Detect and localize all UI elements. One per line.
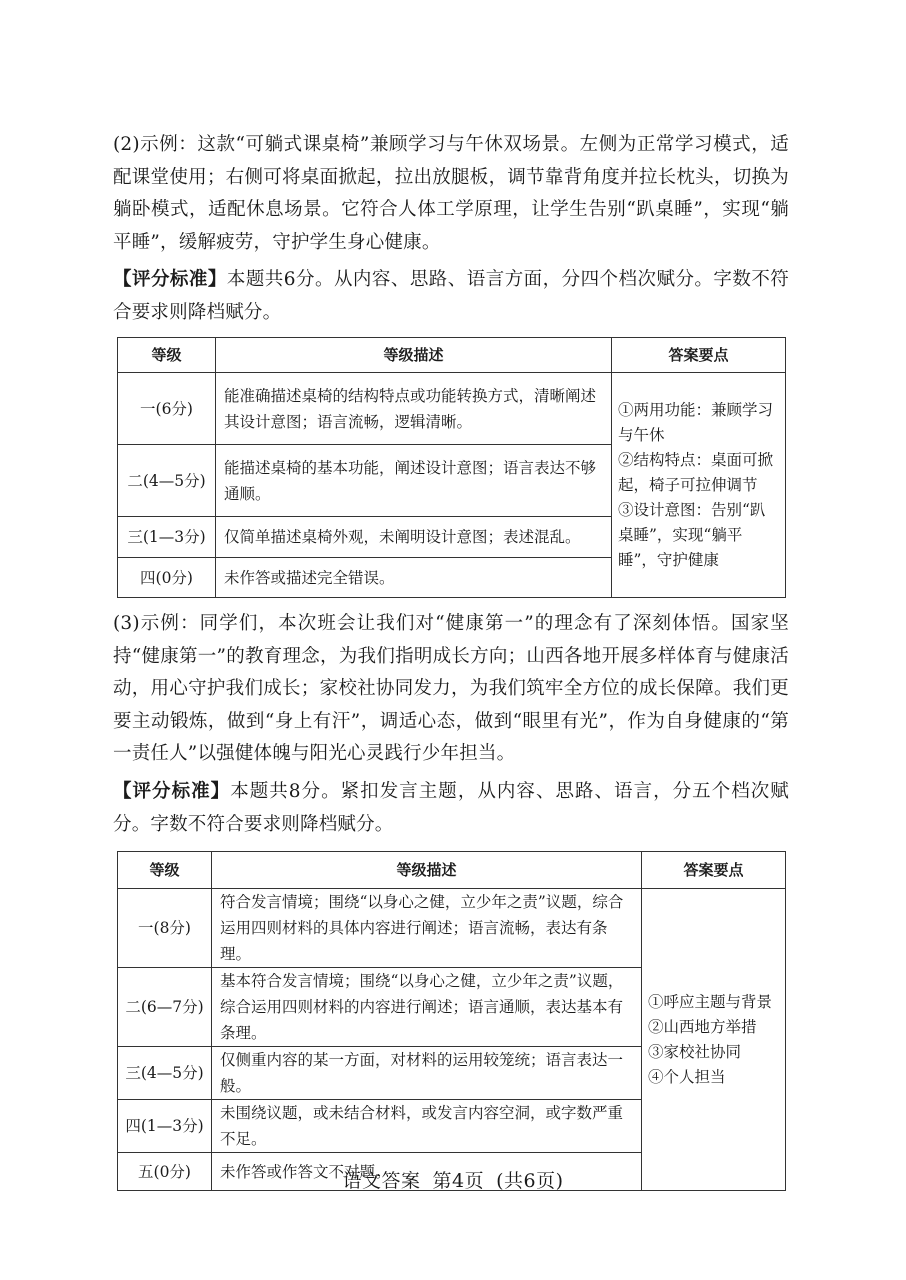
table-header-row — [118, 338, 786, 373]
key-points-cell — [642, 889, 786, 1191]
description-cell: 基本符合发言情境；围绕“以身心之健，立少年之责”议题，综合运用四则材料的内容进行阐述；语言通顺，表达基本有条理。 — [212, 968, 642, 1047]
description-cell: 能准确描述桌椅的结构特点或功能转换方式，清晰阐述其设计意图；语言流畅，逻辑清晰。 — [216, 373, 612, 445]
level-cell: 二(6—7分) — [118, 968, 212, 1047]
header-key-points: 答案要点 — [642, 852, 786, 889]
scoring-3-label: 【评分标准】 — [113, 781, 231, 802]
level-cell: 四(0分) — [118, 558, 216, 598]
key-point: ②结构特点：桌面可掀起，椅子可拉伸调节 — [618, 450, 774, 494]
footer-subject: 语文答案 — [342, 1170, 421, 1192]
scoring-2 — [113, 264, 789, 329]
level-cell: 二(4—5分) — [118, 445, 216, 517]
key-point: ②山西地方举措 — [648, 1017, 757, 1036]
description-cell: 符合发言情境；围绕“以身心之健，立少年之责”议题，综合运用四则材料的具体内容进行阐述；语言流畅，表达有条理。 — [212, 889, 642, 968]
table-row — [118, 889, 786, 968]
key-point: ③设计意图：告别“趴桌睡”，实现“躺平睡”，守护健康 — [618, 500, 766, 569]
description-cell: 仅侧重内容的某一方面，对材料的运用较笼统；语言表达一般。 — [212, 1047, 642, 1100]
section-2-label: (2)示例： — [113, 134, 198, 155]
scoring-2-label: 【评分标准】 — [113, 269, 227, 290]
key-point: ④个人担当 — [648, 1067, 726, 1086]
scoring-3 — [113, 776, 789, 841]
description-cell: 仅简单描述桌椅外观，未阐明设计意图；表述混乱。 — [216, 517, 612, 558]
level-cell: 三(4—5分) — [118, 1047, 212, 1100]
section-3-label: (3)示例： — [113, 613, 200, 634]
description-cell: 能描述桌椅的基本功能，阐述设计意图；语言表达不够通顺。 — [216, 445, 612, 517]
header-description: 等级描述 — [212, 852, 642, 889]
header-key-points: 答案要点 — [612, 338, 786, 373]
key-point: ①两用功能：兼顾学习与午休 — [618, 400, 774, 444]
scoring-2-text: 本题共6分。从内容、思路、语言方面，分四个档次赋分。字数不符合要求则降档赋分。 — [113, 269, 790, 323]
key-point: ①呼应主题与背景 — [648, 992, 773, 1011]
header-description: 等级描述 — [216, 338, 612, 373]
header-level: 等级 — [118, 338, 216, 373]
key-points-cell — [612, 373, 786, 598]
level-cell: 一(6分) — [118, 373, 216, 445]
grading-table-1 — [117, 337, 786, 598]
description-cell: 未围绕议题，或未结合材料，或发言内容空洞，或字数严重不足。 — [212, 1100, 642, 1153]
section-3-example — [113, 608, 789, 771]
page-footer — [0, 1166, 906, 1193]
key-point: ③家校社协同 — [648, 1042, 742, 1061]
footer-page-number: 第4页 — [432, 1170, 485, 1192]
description-cell: 未作答或描述完全错误。 — [216, 558, 612, 598]
table-row — [118, 373, 786, 445]
level-cell: 一(8分) — [118, 889, 212, 968]
grading-table-2 — [117, 851, 786, 1191]
section-2-example — [113, 129, 789, 259]
description-cell: 未作答或作答文不对题。 — [212, 1153, 642, 1191]
header-level: 等级 — [118, 852, 212, 889]
section-3-text: 同学们，本次班会让我们对“健康第一”的理念有了深刻体悟。国家坚持“健康第一”的教育理念，为我们指明成长方向；山西各地开展多样体育与健康活动，用心守护我们成长；家校社协同发力，为我们筑牢全方位的成长保障。我们更要主动锻炼，做到“身上有汗”，调适心态，做到“眼里有光”，作为自身健康的“第一责任人”以强健体魄与阳光心灵践行少年担当。 — [113, 613, 789, 764]
level-cell: 三(1—3分) — [118, 517, 216, 558]
level-cell: 四(1—3分) — [118, 1100, 212, 1153]
section-2-text: 这款“可躺式课桌椅”兼顾学习与午休双场景。左侧为正常学习模式，适配课堂使用；右侧可将桌面掀起，拉出放腿板，调节靠背角度并拉长枕头，切换为躺卧模式，适配休息场景。它符合人体工学原理，让学生告别“趴桌睡”，实现“躺平睡”，缓解疲劳，守护学生身心健康。 — [113, 134, 789, 253]
table-header-row — [118, 852, 786, 889]
scoring-3-text: 本题共8分。紧扣发言主题，从内容、思路、语言，分五个档次赋分。字数不符合要求则降档赋分。 — [113, 781, 789, 835]
level-cell: 五(0分) — [118, 1153, 212, 1191]
footer-total-pages: (共6页) — [496, 1170, 564, 1192]
